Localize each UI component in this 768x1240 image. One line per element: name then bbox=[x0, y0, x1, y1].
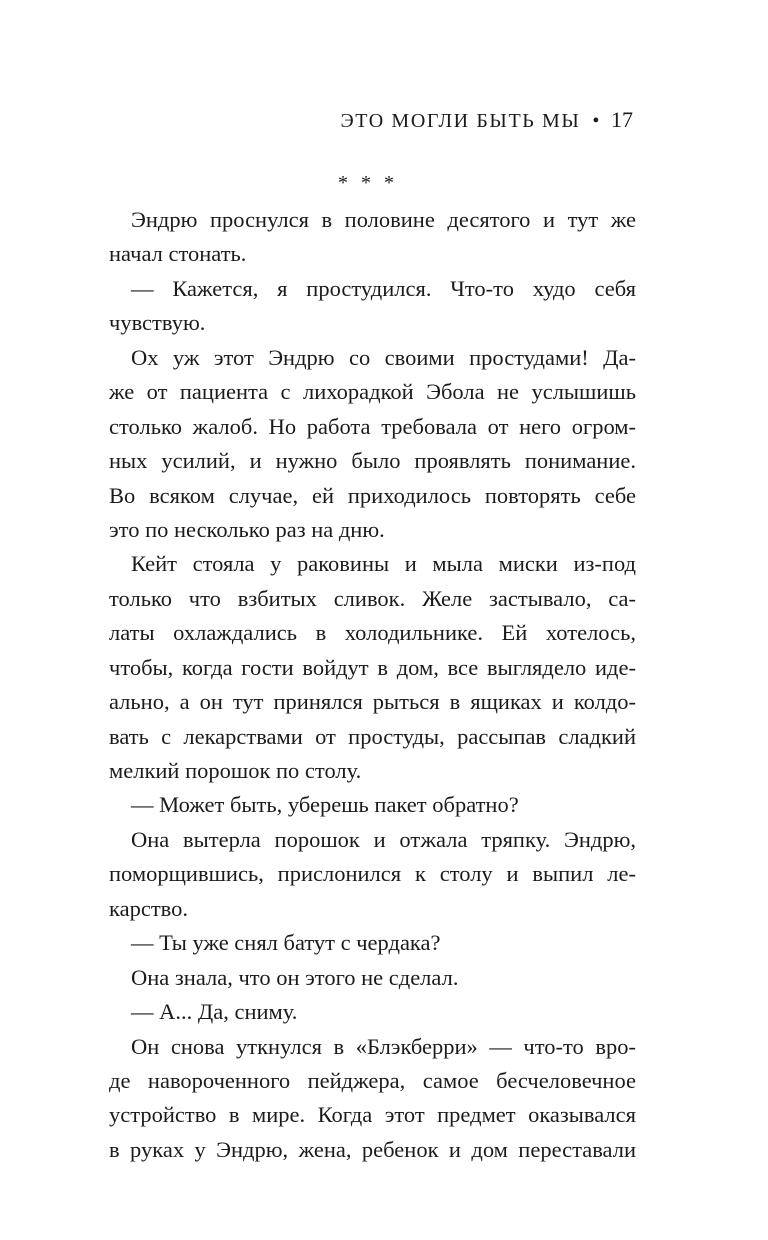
text-line: Ох уж этот Эндрю со своими простудами! Да- bbox=[131, 344, 636, 370]
text-line: Он снова уткнулся в «Блэкберри» — что-то вро- bbox=[131, 1033, 636, 1059]
text-line: это по несколько раз на дню. bbox=[109, 516, 385, 542]
text-line: — Может быть, уберешь пакет обратно? bbox=[131, 792, 519, 818]
header-bullet: • bbox=[592, 110, 601, 132]
text-line: столько жалоб. Но работа требовала от него огром- bbox=[109, 413, 636, 439]
text-line: Кейт стояла у раковины и мыла миски из-под bbox=[131, 551, 636, 577]
text-line: же от пациента с лихорадкой Эбола не услышишь bbox=[109, 379, 636, 405]
text-line: чтобы, когда гости войдут в дом, все выглядело иде- bbox=[109, 654, 636, 680]
text-line: поморщившись, прислонился к столу и выпил ле- bbox=[109, 861, 636, 887]
text-line: начал стонать. bbox=[109, 241, 247, 267]
section-separator: * * * bbox=[338, 172, 398, 194]
body-text bbox=[109, 203, 636, 1167]
book-title: ЭТО МОГЛИ БЫТЬ МЫ bbox=[340, 110, 581, 132]
text-line: ных усилий, и нужно было проявлять понимание. bbox=[109, 448, 636, 474]
text-line: — Кажется, я простудился. Что-то худо себя bbox=[131, 275, 636, 301]
page-number: 17 bbox=[611, 107, 633, 132]
text-line: де навороченного пейджера, самое бесчеловечное bbox=[109, 1067, 636, 1093]
text-line: карство. bbox=[109, 895, 188, 921]
text-line: чувствую. bbox=[109, 310, 206, 336]
text-line: устройство в мире. Когда этот предмет оказывался bbox=[109, 1102, 636, 1128]
text-line: ально, а он тут принялся рыться в ящиках и колдо- bbox=[109, 689, 636, 715]
text-line: — Ты уже снял батут с чердака? bbox=[131, 930, 441, 956]
text-line: Она знала, что он этого не сделал. bbox=[131, 964, 459, 990]
text-line: мелкий порошок по столу. bbox=[109, 758, 362, 783]
text-line: Во всяком случае, ей приходилось повторять себе bbox=[109, 482, 636, 508]
text-line: латы охлаждались в холодильнике. Ей хотелось, bbox=[109, 620, 636, 646]
text-line: только что взбитых сливок. Желе застывало, са- bbox=[109, 585, 636, 611]
text-line: в руках у Эндрю, жена, ребенок и дом переставали bbox=[109, 1136, 636, 1162]
text-line: — А... Да, сниму. bbox=[131, 999, 298, 1025]
text-line: Эндрю проснулся в половине десятого и тут же bbox=[131, 207, 636, 232]
running-header bbox=[340, 107, 633, 133]
text-line: Она вытерла порошок и отжала тряпку. Эндрю, bbox=[131, 826, 636, 852]
text-line: вать с лекарствами от простуды, рассыпав сладкий bbox=[109, 723, 636, 749]
